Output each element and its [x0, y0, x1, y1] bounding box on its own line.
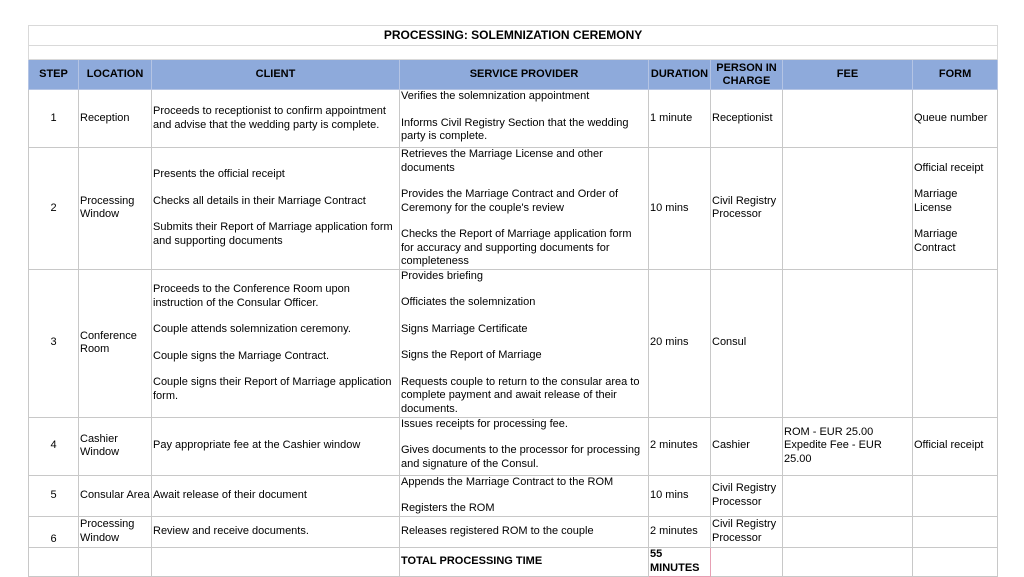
duration-cell[interactable]: 20 mins	[649, 269, 711, 417]
fee-cell[interactable]	[783, 269, 913, 417]
location-cell[interactable]: Consular Area	[79, 475, 152, 516]
client-line: Proceeds to receptionist to confirm appointment and advise that the wedding party is complete.	[153, 105, 386, 131]
duration-cell[interactable]: 1 minute	[649, 90, 711, 148]
empty-cell[interactable]	[152, 547, 400, 576]
location-cell[interactable]: Processing Window	[79, 148, 152, 270]
empty-cell[interactable]	[783, 547, 913, 576]
provider-line: Registers the ROM	[401, 502, 495, 514]
provider-line: Officiates the solemnization	[401, 296, 536, 308]
client-line: Presents the official receipt	[153, 168, 285, 181]
header-fee[interactable]: FEE	[783, 60, 913, 90]
provider-cell[interactable]	[400, 90, 649, 148]
client-line: Submits their Report of Marriage application form and supporting documents	[153, 221, 393, 247]
header-duration[interactable]: DURATION	[649, 60, 711, 90]
fee-cell[interactable]	[783, 475, 913, 516]
duration-cell[interactable]: 10 mins	[649, 148, 711, 270]
person-cell[interactable]: Civil Registry Processor	[711, 475, 783, 516]
fee-cell[interactable]	[783, 90, 913, 148]
total-value[interactable]: 55 MINUTES	[649, 547, 711, 576]
provider-line: Gives documents to the processor for processing and signature of the Consul.	[401, 444, 641, 470]
provider-line: Signs the Report of Marriage	[401, 349, 542, 361]
header-step[interactable]: STEP	[29, 60, 79, 90]
table-row	[29, 269, 998, 417]
provider-cell[interactable]	[400, 269, 649, 417]
sheet-title[interactable]: PROCESSING: SOLEMNIZATION CEREMONY	[29, 26, 998, 46]
step-cell[interactable]: 2	[29, 148, 79, 270]
form-cell[interactable]	[913, 516, 998, 547]
fee-cell[interactable]	[783, 417, 913, 475]
step-cell[interactable]: 6	[29, 516, 79, 547]
form-line: Official receipt	[914, 161, 984, 174]
form-cell[interactable]	[913, 417, 998, 475]
person-cell[interactable]: Civil Registry Processor	[711, 148, 783, 270]
fee-cell[interactable]	[783, 516, 913, 547]
provider-line: Informs Civil Registry Section that the wedding party is complete.	[401, 116, 629, 142]
provider-line: Provides briefing	[401, 269, 483, 282]
process-sheet	[28, 25, 997, 577]
client-line: Couple signs their Report of Marriage application form.	[153, 376, 392, 402]
step-cell[interactable]: 3	[29, 269, 79, 417]
person-cell[interactable]: Civil Registry Processor	[711, 516, 783, 547]
form-cell[interactable]	[913, 148, 998, 270]
client-line: Pay appropriate fee at the Cashier window	[153, 439, 361, 452]
form-line: Queue number	[914, 111, 988, 124]
spacer-cell[interactable]	[29, 46, 998, 60]
header-client[interactable]: CLIENT	[152, 60, 400, 90]
fee-line: Expedite Fee - EUR 25.00	[784, 439, 882, 465]
client-line: Review and receive documents.	[153, 524, 309, 537]
form-cell[interactable]	[913, 475, 998, 516]
provider-cell[interactable]	[400, 417, 649, 475]
table-row	[29, 148, 998, 270]
provider-line: Signs Marriage Certificate	[401, 322, 528, 335]
step-cell[interactable]: 4	[29, 417, 79, 475]
form-cell[interactable]	[913, 90, 998, 148]
provider-cell[interactable]	[400, 516, 649, 547]
provider-line: Verifies the solemnization appointment	[401, 90, 590, 102]
client-cell[interactable]	[152, 148, 400, 270]
header-person[interactable]: PERSON IN CHARGE	[711, 60, 783, 90]
provider-line: Retrieves the Marriage License and other documents	[401, 148, 603, 174]
location-cell[interactable]: Processing Window	[79, 516, 152, 547]
form-line: Marriage License	[914, 188, 958, 214]
duration-cell[interactable]: 2 minutes	[649, 516, 711, 547]
client-cell[interactable]	[152, 516, 400, 547]
empty-cell[interactable]	[711, 547, 783, 576]
client-cell[interactable]	[152, 417, 400, 475]
person-cell[interactable]: Cashier	[711, 417, 783, 475]
form-line: Official receipt	[914, 439, 984, 452]
header-form[interactable]: FORM	[913, 60, 998, 90]
empty-cell[interactable]	[913, 547, 998, 576]
fee-cell[interactable]	[783, 148, 913, 270]
client-line: Couple attends solemnization ceremony.	[153, 323, 351, 335]
location-cell[interactable]: Conference Room	[79, 269, 152, 417]
client-line: Checks all details in their Marriage Contract	[153, 194, 366, 207]
provider-cell[interactable]	[400, 148, 649, 270]
duration-cell[interactable]: 10 mins	[649, 475, 711, 516]
total-row	[29, 547, 998, 576]
provider-line: Appends the Marriage Contract to the ROM	[401, 475, 614, 488]
fee-line: ROM - EUR 25.00	[784, 425, 874, 438]
person-cell[interactable]: Receptionist	[711, 90, 783, 148]
table-row	[29, 417, 998, 475]
client-cell[interactable]	[152, 475, 400, 516]
provider-line: Checks the Report of Marriage application form for accuracy and supporting documents for completeness	[401, 228, 632, 267]
header-location[interactable]: LOCATION	[79, 60, 152, 90]
provider-line: Issues receipts for processing fee.	[401, 417, 568, 430]
step-cell[interactable]: 5	[29, 475, 79, 516]
person-cell[interactable]: Consul	[711, 269, 783, 417]
location-cell[interactable]: Cashier Window	[79, 417, 152, 475]
total-label[interactable]: TOTAL PROCESSING TIME	[400, 547, 649, 576]
process-table	[28, 25, 998, 577]
form-line: Marriage Contract	[914, 228, 958, 254]
provider-line: Releases registered ROM to the couple	[401, 524, 594, 537]
provider-line: Provides the Marriage Contract and Order of Ceremony for the couple's review	[401, 188, 619, 214]
client-line: Proceeds to the Conference Room upon instruction of the Consular Officer.	[153, 283, 350, 309]
client-line: Await release of their document	[153, 488, 307, 501]
location-cell[interactable]: Reception	[79, 90, 152, 148]
step-cell[interactable]: 1	[29, 90, 79, 148]
form-cell[interactable]	[913, 269, 998, 417]
table-row	[29, 475, 998, 516]
spacer-row	[29, 46, 998, 60]
provider-line: Requests couple to return to the consular area to complete payment and await release of their documents.	[401, 375, 640, 415]
header-provider[interactable]: SERVICE PROVIDER	[400, 60, 649, 90]
title-row	[29, 26, 998, 46]
table-row	[29, 90, 998, 148]
client-cell[interactable]	[152, 90, 400, 148]
table-row	[29, 516, 998, 547]
header-row	[29, 60, 998, 90]
empty-cell[interactable]	[29, 547, 79, 576]
client-line: Couple signs the Marriage Contract.	[153, 349, 330, 362]
empty-cell[interactable]	[79, 547, 152, 576]
duration-cell[interactable]: 2 minutes	[649, 417, 711, 475]
provider-cell[interactable]	[400, 475, 649, 516]
client-cell[interactable]	[152, 269, 400, 417]
